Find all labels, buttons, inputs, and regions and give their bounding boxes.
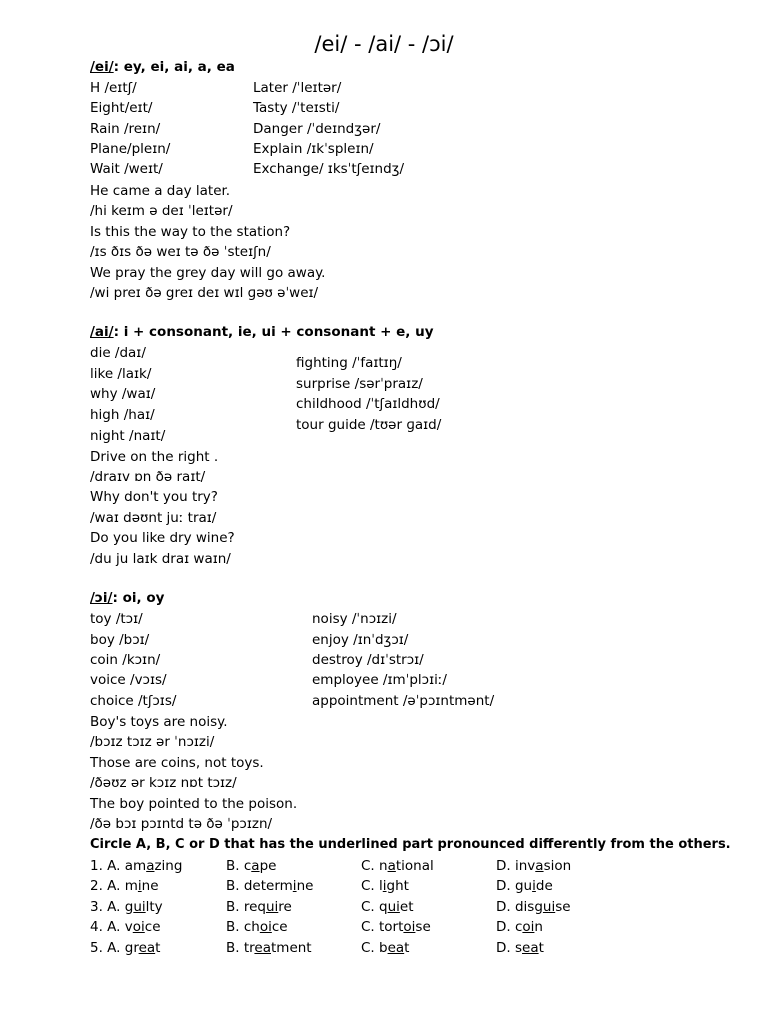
oi-word: voice /vɔɪs/: [90, 672, 167, 688]
underlined-letters: ui: [387, 898, 400, 915]
option-text: D. guide: [496, 878, 553, 895]
option-text: B. treatment: [226, 939, 312, 956]
option-text: C. quiet: [361, 898, 414, 915]
question-4-option-b: [226, 917, 288, 937]
ei-sentence: We pray the grey day will go away.: [90, 265, 326, 281]
underlined-letters: a: [251, 858, 260, 874]
option-text: D. invasion: [496, 858, 572, 874]
question-3-option-a: [90, 897, 163, 917]
ei-word: Later /ˈleɪtər/: [253, 80, 342, 96]
question-5-option-d: [496, 938, 544, 958]
underlined-letters: oi: [522, 919, 535, 936]
ai-word: fighting /ˈfaɪtɪŋ/: [296, 355, 402, 371]
ei-sentence: Is this the way to the station?: [90, 224, 291, 240]
oi-transcription: /ðəʊz ər kɔɪz nɒt tɔɪz/: [90, 775, 237, 791]
ai-sentence: Why don't you try?: [90, 489, 218, 505]
option-text: 4. A. voice: [90, 919, 161, 936]
ai-word: surprise /sərˈpraɪz/: [296, 376, 423, 392]
ai-word: childhood /ˈtʃaɪldhʊd/: [296, 396, 440, 412]
ei-sentence: He came a day later.: [90, 183, 231, 199]
ai-heading-sound: /ai/: [90, 324, 114, 340]
question-5-option-b: [226, 938, 312, 958]
ei-heading-spellings: : ey, ei, ai, a, ea: [113, 59, 235, 75]
underlined-letters: ea: [522, 939, 539, 956]
ei-transcription: /ɪs ðɪs ðə weɪ tə ðə ˈsteɪʃn/: [90, 244, 271, 260]
oi-word: coin /kɔɪn/: [90, 652, 161, 668]
ei-heading-sound: /ei/: [90, 59, 114, 75]
oi-heading-spellings: : oi, oy: [112, 590, 165, 606]
ei-transcription: /hi keɪm ə deɪ ˈleɪtər/: [90, 203, 233, 219]
underlined-letters: i: [292, 878, 297, 895]
option-text: D. coin: [496, 919, 543, 936]
option-text: 1. A. amazing: [90, 858, 183, 874]
underlined-letters: i: [137, 878, 142, 895]
ai-sentence: Do you like dry wine?: [90, 530, 235, 546]
question-2-option-d: [496, 876, 553, 896]
page-title: /ei/ - /ai/ - /ɔi/: [314, 32, 454, 56]
question-5-option-a: [90, 938, 160, 958]
ei-word: Explain /ɪkˈspleɪn/: [253, 141, 374, 157]
option-text: 5. A. great: [90, 939, 161, 956]
ai-word: tour guide /tʊər ɡaɪd/: [296, 417, 442, 433]
question-1-option-d: [496, 856, 571, 876]
ai-word: high /haɪ/: [90, 407, 155, 423]
oi-transcription: /ðə bɔɪ pɔɪntd tə ðə ˈpɔɪzn/: [90, 816, 273, 832]
ei-word: Exchange/ ɪksˈtʃeɪndʒ/: [253, 161, 405, 177]
question-1-option-c: [361, 856, 434, 876]
oi-sentence: Boy's toys are noisy.: [90, 714, 228, 730]
ei-word: Rain /reɪn/: [90, 121, 161, 137]
underlined-letters: ea: [138, 939, 156, 956]
question-3-option-c: [361, 897, 414, 917]
underlined-letters: ea: [254, 939, 271, 956]
oi-transcription: /bɔɪz tɔɪz ər ˈnɔɪzi/: [90, 734, 215, 750]
oi-word: toy /tɔɪ/: [90, 611, 143, 627]
exercise-instruction: Circle A, B, C or D that has the underlined part pronounced differently from the others.: [90, 837, 731, 852]
oi-word: boy /bɔɪ/: [90, 632, 150, 648]
oi-sentence: The boy pointed to the poison.: [90, 796, 298, 812]
question-3-option-d: [496, 897, 571, 917]
question-5-option-c: [361, 938, 409, 958]
option-text: B. require: [226, 898, 292, 915]
ai-transcription: /waɪ dəʊnt juː traɪ/: [90, 510, 217, 526]
oi-word: choice /tʃɔɪs/: [90, 693, 177, 709]
oi-word: destroy /dɪˈstrɔɪ/: [312, 652, 424, 668]
ei-heading: [90, 57, 235, 77]
option-text: C. beat: [361, 939, 410, 956]
question-1-option-a: [90, 856, 182, 876]
question-4-option-d: [496, 917, 543, 937]
option-text: 3. A. guilty: [90, 898, 163, 915]
question-2-option-c: [361, 876, 409, 896]
oi-sentence: Those are coins, not toys.: [90, 755, 264, 771]
oi-word: employee /ɪmˈplɔɪiː/: [312, 672, 447, 688]
ai-transcription: /draɪv ɒn ðə raɪt/: [90, 469, 206, 485]
ei-word: H /eɪtʃ/: [90, 80, 137, 96]
oi-heading: [90, 588, 164, 608]
question-2-option-b: [226, 876, 313, 896]
question-2-option-a: [90, 876, 159, 896]
ai-heading-spellings: : i + consonant, ie, ui + consonant + e, uy: [113, 324, 434, 340]
ei-word: Plane/pleɪn/: [90, 141, 171, 157]
ai-word: die /daɪ/: [90, 345, 146, 361]
option-text: C. tortoise: [361, 919, 431, 936]
ai-transcription: /du ju laɪk draɪ waɪn/: [90, 551, 231, 567]
option-text: 2. A. mine: [90, 878, 159, 895]
underlined-letters: a: [387, 858, 396, 874]
underlined-letters: ui: [542, 898, 556, 915]
underlined-letters: oi: [403, 919, 416, 936]
option-text: B. choice: [226, 919, 288, 936]
ei-word: Tasty /ˈteɪsti/: [253, 100, 340, 116]
ai-word: night /naɪt/: [90, 428, 166, 444]
underlined-letters: ea: [387, 939, 405, 956]
oi-word: noisy /ˈnɔɪzi/: [312, 611, 397, 627]
underlined-letters: a: [146, 858, 155, 874]
underlined-letters: ui: [265, 898, 279, 915]
option-text: D. disguise: [496, 898, 571, 915]
ai-heading: [90, 322, 434, 342]
option-text: B. cape: [226, 858, 277, 874]
underlined-letters: oi: [132, 919, 145, 936]
question-1-option-b: [226, 856, 276, 876]
option-text: C. national: [361, 858, 434, 874]
ai-word: like /laɪk/: [90, 366, 152, 382]
option-text: B. determine: [226, 878, 314, 895]
question-4-option-c: [361, 917, 431, 937]
ei-word: Wait /weɪt/: [90, 161, 163, 177]
oi-word: enjoy /ɪnˈdʒɔɪ/: [312, 632, 409, 648]
oi-heading-sound: /ɔi/: [90, 590, 113, 606]
option-text: D. seat: [496, 939, 544, 956]
ei-word: Danger /ˈdeɪndʒər/: [253, 121, 381, 137]
oi-word: appointment /əˈpɔɪntmənt/: [312, 693, 495, 709]
ai-word: why /waɪ/: [90, 386, 156, 402]
question-3-option-b: [226, 897, 292, 917]
underlined-letters: i: [382, 878, 387, 895]
underlined-letters: ui: [133, 898, 146, 915]
ei-transcription: /wi preɪ ðə greɪ deɪ wɪl ɡəʊ əˈweɪ/: [90, 285, 319, 301]
underlined-letters: oi: [259, 919, 272, 936]
question-4-option-a: [90, 917, 161, 937]
underlined-letters: i: [532, 878, 536, 895]
underlined-letters: a: [535, 858, 544, 874]
ei-word: Eight/eɪt/: [90, 100, 153, 116]
option-text: C. light: [361, 878, 409, 895]
ai-sentence: Drive on the right .: [90, 449, 219, 465]
